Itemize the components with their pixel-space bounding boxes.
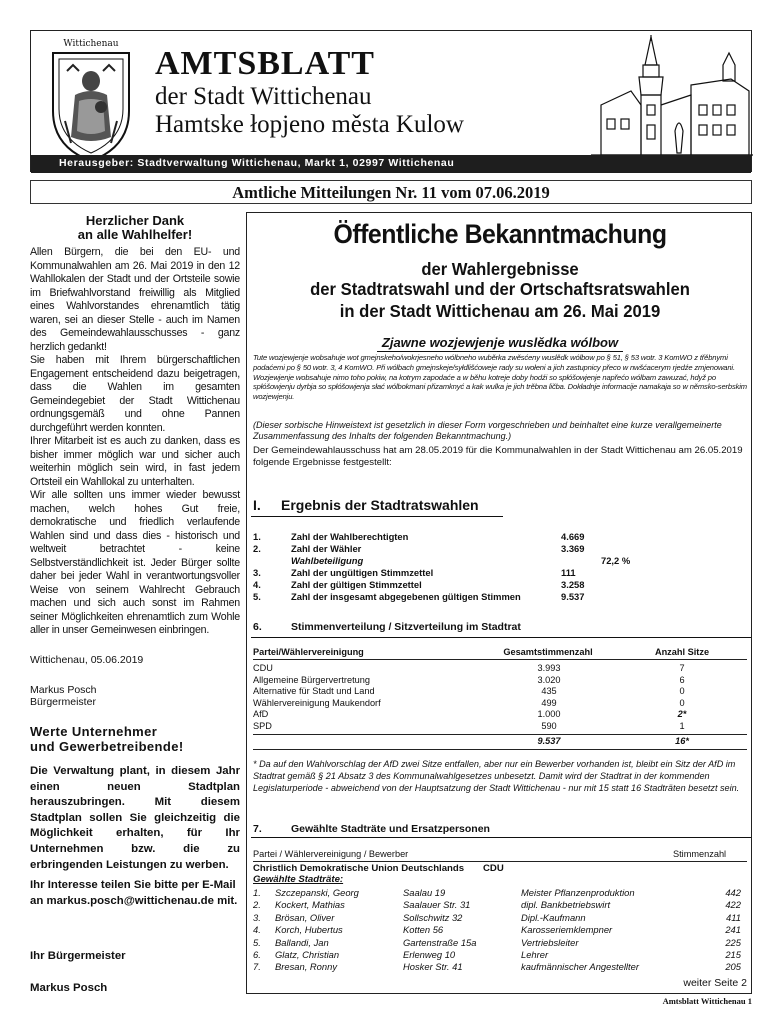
party-votes: 590 [541,721,557,731]
col-party-header: Partei/Wählervereinigung [253,647,364,657]
seat-table-total-rule [253,734,747,735]
table-row [253,698,747,709]
subsection-7-number: 7. [253,823,262,835]
table-row [253,663,747,674]
party-votes: 435 [541,686,557,697]
party-name: Alternative für Stadt und Land [253,686,375,697]
party-votes: 499 [541,697,557,708]
publication-subtitle-sorbian: Hamtske łopjeno města Kulow [155,111,464,138]
section-1-rule [251,516,503,517]
candidate-party [253,863,747,874]
subsection-7-rule [251,837,751,838]
coat-of-arms-label: Wittichenau [63,39,119,49]
party-name: Wählervereinigung Maukendorf [253,697,381,708]
candidate-rank: 4. [253,924,261,936]
stat-row [253,543,747,555]
stat-number: 1. [253,531,261,542]
section-1-number: I. [253,497,261,513]
candidate-address: Gartenstraße 15a [403,936,477,948]
subsection-6-heading [253,621,521,633]
stat-label: Zahl der ungültigen Stimmzettel [291,567,434,578]
candidate-votes: 442 [725,887,741,898]
table-row [253,686,747,697]
candidate-rank: 2. [253,899,261,911]
candidate-rank: 3. [253,911,261,923]
stat-value: 3.258 [561,579,585,590]
stat-label: Wahlbeteiligung [291,555,364,566]
party-seats: 0 [679,697,685,708]
candidate-votes: 225 [725,936,741,948]
thanks-body: Allen Bürgern, die bei den EU- und Kommunalwahlen am 26. Mai 2019 in den 12 Wahllokalen der Stadt und der Ortsteile sowie im Briefwahlvorstand freiwillig als Mitglied eines Wahlvorstandes ehrenamtlich tätig waren, sei an dieser Stelle - auch im Namen des Gemeindewahlausschusses - ganz herzlich gedankt! Sie haben mit Ihrem bürgerschaftlichen Engagement entscheidend dazu beigetragen, dass die Wahlen im gesamten Gemeindegebiet der Stadt Wittichenau ordnungsgemäß und ohne Pannen durchgeführt werden konnten. Ihrer Mitarbeit ist es auch zu danken, dass es bisher immer möglich war und sicher auch weiterhin möglich sein wird, in fast jedem Ortsteil ein Wahllokal zu unterhalten. Wir alle sollten uns immer wieder bewusst machen, welch hohes Gut freie, demokratische und friedlich verlaufende Wahlen sind und dass dies - historisch und weltweit betrachtet - keine Selbstverständlichkeit ist. Jeder Bürger sollte daher bei jeder Wahl in verantwortungsvoller Weise von seinem Wahlrecht Gebrauch machen und sich auch sonst im Rahmen seiner Möglichkeiten ehrenamtlich zum Wohle aller in unser Gemeinwesen einbringen. [30,246,240,636]
seat-table-total [253,736,747,747]
party-name: SPD [253,721,272,731]
thanks-date: Wittichenau, 05.06.2019 [30,654,144,666]
candidate-occupation: Meister Pflanzenproduktion [521,887,635,898]
candidate-rank: 7. [253,961,261,973]
notice-title: Öffentliche Bekanntmachung [333,219,667,249]
table-row [253,709,747,720]
publication-subtitle-german: der Stadt Wittichenau [155,83,372,110]
stat-number: 4. [253,579,261,590]
party-seats: 6 [679,674,685,685]
candidate-address: Saalauer Str. 31 [403,899,471,911]
notice-subtitle-3: in der Stadt Wittichenau am 26. Mai 2019 [339,301,661,321]
subsection-6-number: 6. [253,621,262,633]
notice-subtitle-1: der Wahlergebnisse [421,259,579,279]
candidate-name: Glatz, Christian [275,949,340,960]
candidate-name: Ballandi, Jan [275,936,329,948]
sorbian-heading-underline [377,351,623,352]
candidate-rank: 6. [253,949,261,960]
party-votes: 3.020 [537,674,561,685]
coat-of-arms-icon [49,51,133,163]
party-seats: 2* [677,709,687,720]
stat-percent: 72,2 % [601,555,631,566]
continued-note: weiter Seite 2 [683,977,747,989]
thanks-role: Bürgermeister [30,696,96,708]
candidate-occupation: kaufmännischer Angestellter [521,961,639,973]
party-name: AfD [253,709,269,720]
candidate-row [253,924,747,936]
stat-row [253,567,747,579]
candidate-party-abbr: CDU [483,863,504,874]
candidate-address: Erlenweg 10 [403,949,456,960]
stat-label: Zahl der Wähler [291,543,362,554]
candidate-occupation: Vertriebsleiter [521,936,579,948]
stat-row [253,555,747,567]
business-contact: Ihr Interesse teilen Sie bitte per E-Mail an markus.posch@wittichenau.de mit. [30,879,238,907]
party-votes: 3.993 [537,663,561,673]
section-1-heading [253,497,479,513]
section-1-title: Ergebnis der Stadtratswahlen [281,497,479,513]
candidate-name: Szczepanski, Georg [275,887,359,898]
candidate-row [253,887,747,899]
table-row [253,675,747,686]
business-sign-off: Ihr Bürgermeister [30,950,126,962]
candidate-row [253,912,747,924]
candidate-votes: 241 [725,924,741,936]
stat-number: 3. [253,567,261,578]
candidate-votes: 411 [726,911,741,923]
business-heading-line2: und Gewerbetreibende! [30,739,184,754]
col-votes-header: Gesamtstimmenzahl [503,647,593,657]
candidate-row [253,949,747,961]
candidate-row [253,937,747,949]
candidate-table-header [253,849,747,859]
candidate-col-party: Partei / Wählervereinigung / Bewerber [253,849,409,859]
candidate-occupation: Dipl.-Kaufmann [521,911,586,923]
party-seats: 1 [679,721,685,731]
coat-of-arms [43,39,139,165]
thanks-signatory: Markus Posch [30,684,97,696]
subsection-7-title: Gewählte Stadträte und Ersatzpersonen [291,823,490,835]
stat-value: 4.669 [561,531,585,542]
thanks-heading-line1: Herzlicher Dank [85,213,185,228]
stat-label: Zahl der Wahlberechtigten [291,531,409,542]
stat-row [253,591,747,603]
stat-number: 5. [253,591,261,602]
stat-label: Zahl der gültigen Stimmzettel [291,579,422,590]
page-footer: Amtsblatt Wittichenau 1 [662,996,752,1006]
party-name: Allgemeine Bürgervertretung [253,674,370,685]
candidate-votes: 422 [725,899,741,911]
candidate-rank: 5. [253,936,261,948]
candidate-col-votes: Stimmenzahl [673,849,727,859]
seat-table-header-rule [253,659,747,660]
candidate-row [253,961,747,973]
col-seats-header: Anzahl Sitze [654,647,710,657]
business-signatory: Markus Posch [30,982,108,994]
stat-row [253,579,747,591]
business-heading [30,724,240,754]
candidate-rank: 1. [253,887,261,898]
party-votes: 1.000 [537,709,561,720]
candidate-address: Sollschwitz 32 [403,911,463,923]
total-seats: 16* [675,736,689,746]
candidate-address: Kotten 56 [403,924,444,936]
sorbian-note: (Dieser sorbische Hinweistext ist gesetzlich in dieser Form vorgeschrieben und beinhaltet eine kurze verallgemeinerte Zusammenfassung des Inhalts der folgenden Bekanntmachung.) [253,420,722,441]
sorbian-summary: Tute wozjewjenje wobsahuje wot gmejnskeho/wokrjesneho wólbneho wuběrka zwěsćeny wuslědk wólbow po § 51, § 53 wotr. 3 KomWO z třěbnymi podaćemi po § 50 wotr. 3, 4 KomWO. Při wólbach gmejnskeje/syłdlišćoweje rady su wołeni a jich zastupnicy přeco w nwšćacerym rjedźe zmjenowani. Wozjewjenje wobsahuje nimo toho pokiw, na kotrym zapodaće a w běhu kotreje doby hodźi so spłóšowjenje napřećo wólbam zawuzać, hdyž po spłóšowjenju dyrbja so spłóšowjenja słać wólbokmani přizamknyć a kak wulka je jich trěbna ličba. Dokładnje informacije namakaja so w němsko-serbskim wozjewjenju. [253,353,747,402]
candidate-occupation: Lehrer [521,949,549,960]
party-seats: 0 [679,686,685,697]
candidate-row [253,899,747,911]
candidate-address: Saalau 19 [403,887,446,898]
stat-label: Zahl der insgesamt abgegebenen gültigen Stimmen [291,591,521,602]
table-row [253,721,747,732]
total-votes: 9.537 [537,736,561,746]
masthead [30,30,752,172]
stat-row [253,531,747,543]
subsection-6-title: Stimmenverteilung / Sitzverteilung im Stadtrat [291,621,521,633]
publication-title: AMTSBLATT [155,45,375,82]
candidate-address: Hosker Str. 41 [403,961,463,973]
candidate-party-name: Christlich Demokratische Union Deutschlands [253,863,465,874]
committee-statement: Der Gemeindewahlausschuss hat am 28.05.2019 für die Kommunalwahlen in der Stadt Wittichenau am 26.05.2019 folgende Ergebnisse festgestellt: [253,445,743,468]
notice-box [246,212,752,994]
seat-table-bottom-rule [253,749,747,750]
candidate-votes: 205 [725,961,741,973]
elected-label: Gewählte Stadträte: [253,874,344,885]
business-body: Die Verwaltung plant, in diesem Jahr einen neuen Stadtplan herauszubringen. Mit diesem Stadtplan sollen Sie gleichzeitig die Möglichkeit erhalten, für Ihr Unternehmen bzw. die zu erbringenden Leistungen zu werben. [30,765,240,871]
candidate-name: Korch, Hubertus [275,924,343,936]
seat-footnote: * Da auf den Wahlvorschlag der AfD zwei Sitze entfallen, aber nur ein Bewerber vorhanden ist, bleibt ein Sitz der AfD im Stadtrat gemäß § 21 Absatz 3 des Kommunalwahlgesetzes unbesetzt. Damit wird der Stadtrat in der kommenden Legislaturperiode - abweichend von der Hauptsatzung der Stadt Wittichenau - nur mit 15 statt 16 Stadträten besetzt sein. [253,759,740,793]
candidate-name: Brösan, Oliver [275,911,335,923]
candidate-name: Bresan, Ronny [275,961,338,973]
party-seats: 7 [679,663,685,673]
town-skyline-illustration [591,35,753,157]
thanks-heading [30,214,240,242]
stat-value: 9.537 [561,591,585,602]
stat-value: 111 [561,567,576,578]
candidate-votes: 215 [725,949,741,960]
sorbian-heading: Zjawne wozjewjenje wuslědka wólbow [381,335,619,350]
thanks-heading-line2: an alle Wahlhelfer! [77,227,193,242]
candidate-name: Kockert, Mathias [275,899,345,911]
stat-value: 3.369 [561,543,585,554]
notice-subtitle-2: der Stadtratswahl und der Ortschaftsratswahlen [310,279,690,299]
candidate-occupation: dipl. Bankbetriebswirt [521,899,611,911]
party-name: CDU [253,663,273,673]
business-heading-line1: Werte Unternehmer [30,724,158,739]
issue-line: Amtliche Mitteilungen Nr. 11 vom 07.06.2019 [30,180,752,204]
subsection-7-heading [253,823,490,835]
subsection-6-rule [251,637,751,638]
stat-number: 2. [253,543,261,554]
publisher-bar: Herausgeber: Stadtverwaltung Wittichenau, Markt 1, 02997 Wittichenau [31,155,751,173]
candidate-occupation: Karosseriemklempner [521,924,613,936]
candidate-header-rule [253,861,747,862]
left-column [30,214,240,1004]
